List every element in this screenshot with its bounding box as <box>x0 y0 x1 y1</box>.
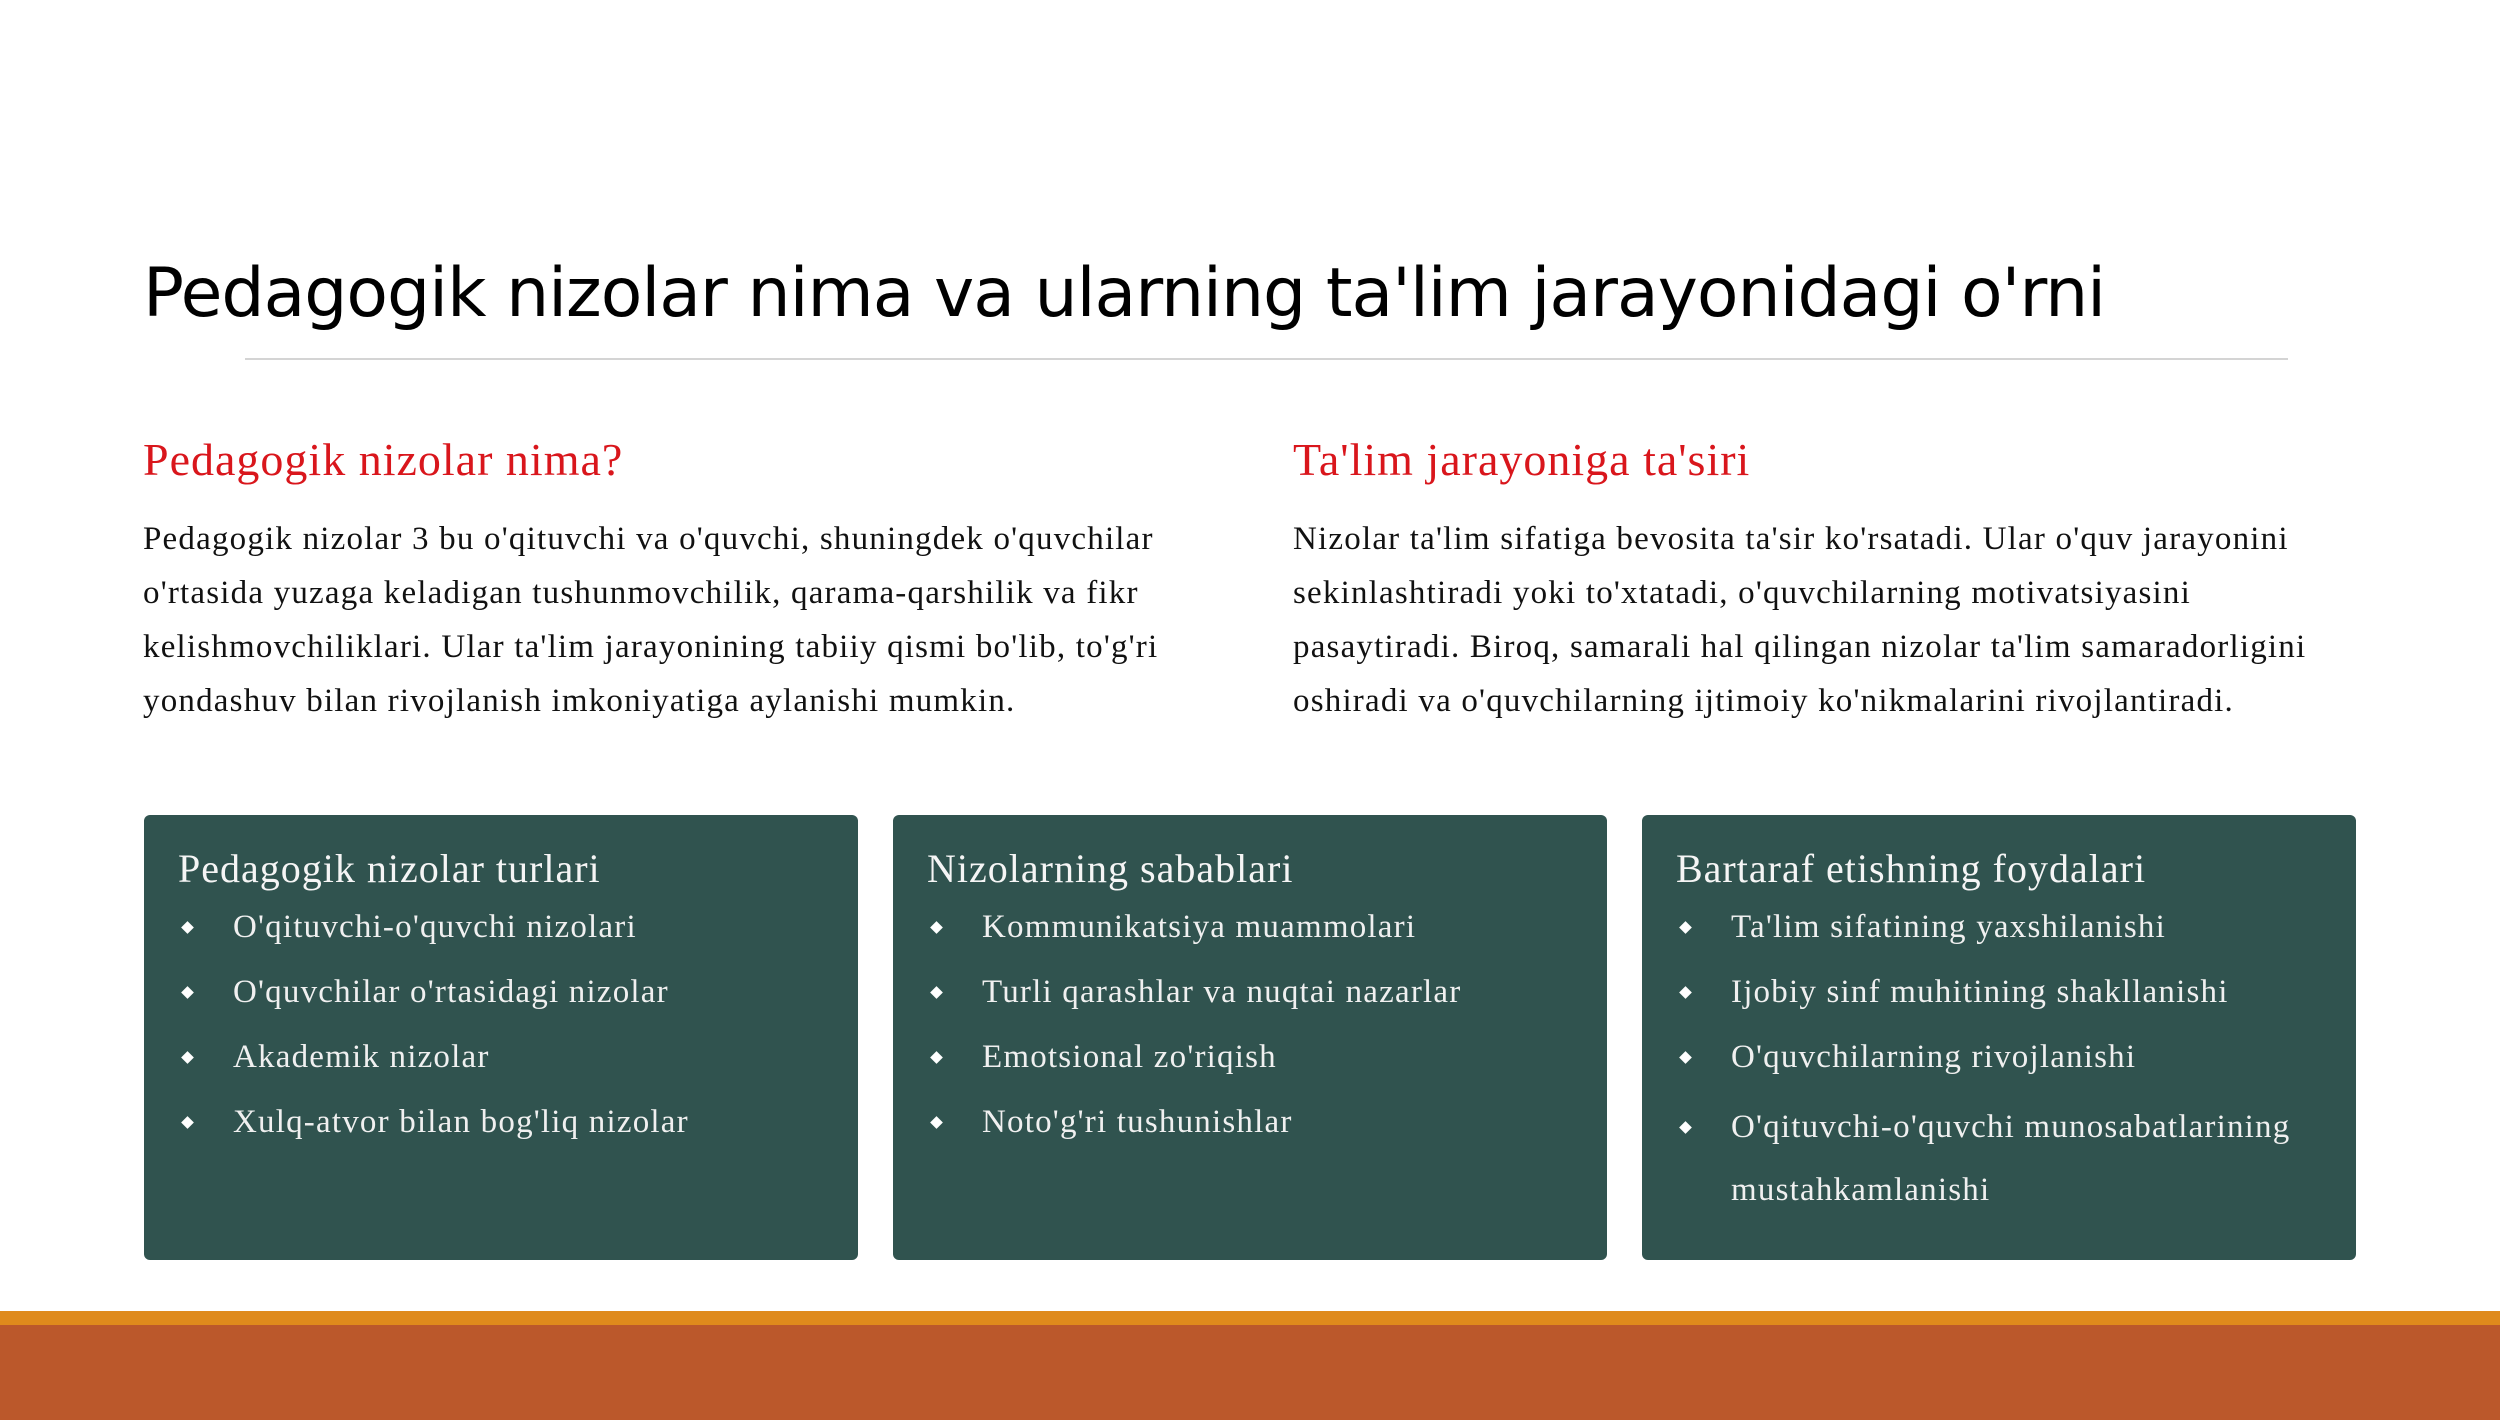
card-heading: Pedagogik nizolar turlari <box>178 846 601 891</box>
list-item-text: O'quvchilarning rivojlanishi <box>1731 1039 2137 1075</box>
diamond-bullet-icon <box>930 1051 943 1064</box>
list-item-text: Akademik nizolar <box>233 1039 490 1075</box>
list-item-text: O'qituvchi-o'quvchi nizolari <box>233 909 637 945</box>
list-item-text: Kommunikatsiya muammolari <box>982 909 1417 945</box>
diamond-bullet-icon <box>181 1116 194 1129</box>
diamond-bullet-icon <box>1679 1051 1692 1064</box>
card-heading: Bartaraf etishning foydalari <box>1676 846 2147 891</box>
footer-band <box>0 1325 2500 1420</box>
list-item-text: Xulq-atvor bilan bog'liq nizolar <box>233 1104 689 1140</box>
section-what-are-conflicts <box>143 430 1223 728</box>
diamond-bullet-icon <box>1679 921 1692 934</box>
list-item-text: Turli qarashlar va nuqtai nazarlar <box>982 974 1462 1010</box>
list-item <box>1676 966 2322 1018</box>
diamond-bullet-icon <box>1679 1121 1692 1134</box>
card-list <box>927 901 1573 1148</box>
card-conflict-types <box>144 815 858 1260</box>
list-item <box>927 966 1573 1018</box>
list-item-text: Noto'g'ri tushunishlar <box>982 1104 1293 1140</box>
diamond-bullet-icon <box>1679 986 1692 999</box>
section-heading: Ta'lim jarayoniga ta'siri <box>1293 434 1751 485</box>
list-item-text: O'quvchilar o'rtasidagi nizolar <box>233 974 669 1010</box>
list-item <box>178 966 824 1018</box>
list-item-text: Ta'lim sifatining yaxshilanishi <box>1731 909 2166 945</box>
section-body: Pedagogik nizolar 3 bu o'qituvchi va o'quvchi, shuningdek o'quvchilar o'rtasida yuzaga keladigan tushunmovchilik, qarama-qarshilik va fikr kelishmovchiliklari. Ular ta'lim jarayonining tabiiy qismi bo'lib, to'g'ri yondashuv bilan rivojlanish imkoniyatiga aylanishi mumkin. <box>143 521 1159 719</box>
list-item <box>927 1096 1573 1148</box>
card-list <box>1676 901 2322 1222</box>
footer-accent-stripe <box>0 1311 2500 1325</box>
list-item <box>178 901 824 953</box>
list-item <box>1676 901 2322 953</box>
card-list <box>178 901 824 1148</box>
list-item <box>1676 1031 2322 1083</box>
diamond-bullet-icon <box>930 1116 943 1129</box>
diamond-bullet-icon <box>930 986 943 999</box>
diamond-bullet-icon <box>930 921 943 934</box>
list-item-text: Emotsional zo'riqish <box>982 1039 1277 1075</box>
diamond-bullet-icon <box>181 986 194 999</box>
title-divider <box>245 358 2288 360</box>
card-conflict-causes <box>893 815 1607 1260</box>
list-item-text: Ijobiy sinf muhitining shakllanishi <box>1731 974 2229 1010</box>
list-item <box>178 1031 824 1083</box>
slide-title: Pedagogik nizolar nima va ularning ta'lim jarayonidagi o'rni <box>143 254 2106 333</box>
card-resolution-benefits <box>1642 815 2356 1260</box>
card-heading: Nizolarning sabablari <box>927 846 1294 891</box>
diamond-bullet-icon <box>181 1051 194 1064</box>
list-item <box>927 901 1573 953</box>
list-item-text: O'qituvchi-o'quvchi munosabatlarining mustahkamlanishi <box>1731 1109 2291 1208</box>
section-heading: Pedagogik nizolar nima? <box>143 434 624 485</box>
list-item <box>927 1031 1573 1083</box>
diamond-bullet-icon <box>181 921 194 934</box>
list-item <box>1676 1096 2322 1222</box>
section-body: Nizolar ta'lim sifatiga bevosita ta'sir ko'rsatadi. Ular o'quv jarayonini sekinlashtiradi yoki to'xtatadi, o'quvchilarning motivatsiyasini pasaytiradi. Biroq, samarali hal qilingan nizolar ta'lim samaradorligini oshiradi va o'quvchilarning ijtimoiy ko'nikmalarini rivojlantiradi. <box>1293 521 2307 719</box>
section-impact-on-education <box>1293 430 2353 728</box>
list-item <box>178 1096 824 1148</box>
